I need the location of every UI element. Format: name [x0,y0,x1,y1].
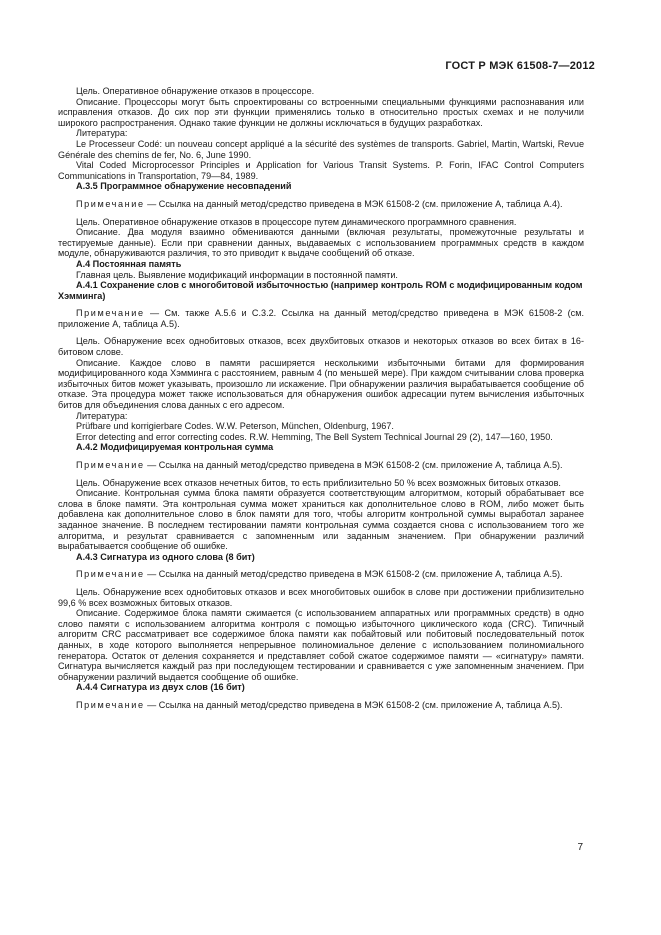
reference-item: Error detecting and error correcting codes. R.W. Hemming, The Bell System Technical Journal 29 (2), 147—160, 1950. [76,431,553,442]
paragraph-goal: Главная цель. Выявление модификаций информации в постоянной памяти. [76,269,398,280]
note-text: — Ссылка на данный метод/средство приведена в МЭК 61508-2 (см. приложение А, таблица А.5). [144,460,563,470]
note-text: — Ссылка на данный метод/средство приведена в МЭК 61508-2 (см. приложение А, таблица А.5). [144,569,563,580]
paragraph-literature-label: Литература: [76,410,128,421]
paragraph-goal: Цель. Обнаружение всех однобитовых отказов и всех многобитовых ошибок в слове при достижении приблизительно 99,6 % всех возможных битовых отказов. [58,586,584,608]
paragraph-goal: Цель. Оперативное обнаружение отказов в процессоре. [76,86,315,96]
note-paragraph [58,199,584,210]
paragraph-description: Описание. Контрольная сумма блока памяти образуется соответствующим алгоритмом, который обрабатывает все слова в блоке памяти. Эта контрольная сумма может храниться как дополнительное слово в ROM, либо может быть добавлена как дополнительное слово в блок памяти для того, чтобы алгоритм контрольной суммы выработал заранее заданное значение. В последнем тестировании памяти контрольная сумма создается снова с использованием того же алгоритма, и результат сравнивается с запомненным или заданным значением. При обнаружении различий вырабатывается сообщение об ошибке. [58,488,584,552]
section-heading: А.4 Постоянная память [76,258,182,269]
reference-item: Prüfbare und korrigierbare Codes. W.W. Peterson, München, Oldenburg, 1967. [76,421,394,432]
note-text: — См. также А.5.6 и С.3.2. Ссылка на данный метод/средство приведена в МЭК 61508-2 (см. приложение А, таблица А.5). [58,308,584,329]
section-heading: А.3.5 Программное обнаружение несовпадений [76,181,292,192]
note-paragraph [58,308,584,329]
paragraph-description: Описание. Два модуля взаимно обмениваются данными (включая результаты, промежуточные результаты и тестируемые данные). Если при сравнении данных, выдаваемых с использованием программных средств в каждом модуле, обнаруживаются различия, то это приводит к выдаче сообщений об отказе. [58,227,584,259]
paragraph-literature-label: Литература: [76,128,128,139]
section-heading: А.4.3 Сигнатура из одного слова (8 бит) [76,551,255,562]
paragraph-description: Описание. Каждое слово в памяти расширяется несколькими избыточными битами для формирования модифицированного кода Хэмминга с расстоянием, равным 4 (по меньшей мере). При каждом считывании слова проверка избыточных битов может указывать, произошло ли искажение. При обнаружении различия вырабатывается сообщение об отказе. Эта процедура может также использоваться для обнаружения ошибок адресации путем вычисления избыточных битов для объединения слова данных с его адресом. [58,357,584,411]
document-header: ГОСТ Р МЭК 61508-7—2012 [445,60,595,72]
note-label: Примечание [76,198,145,209]
note-paragraph [58,569,584,580]
note-paragraph [58,460,584,471]
reference-item: Vital Coded Microprocessor Principles и Application for Various Transit Systems. P. Forin, IFAC Control Computers Communications in Transportation, 79—84, 1989. [58,160,584,181]
note-text: — Ссылка на данный метод/средство приведена в МЭК 61508-2 (см. приложение А, таблица А.5). [144,699,563,710]
paragraph-goal: Цель. Обнаружение всех однобитовых отказов, всех двухбитовых отказов и некоторых отказов во всех битах в 16-битовом слове. [58,336,584,358]
note-label: Примечание [76,460,145,470]
section-heading: А.4.4 Сигнатура из двух слов (16 бит) [76,682,245,693]
page-number: 7 [577,842,583,853]
paragraph-description: Описание. Процессоры могут быть спроектированы со встроенными специальными функциями распознавания или исправления отказов. До сих пор эти функции применялись только в относительно простых схемах и не получили широкого распространения. Однако такие функции не должны исключаться в будущих разработках. [58,96,584,128]
paragraph-description: Описание. Содержимое блока памяти сжимается (с использованием аппаратных или программных средств) в одно слово памяти с использованием алгоритма контроля с помощью избыточного циклического кода (CRC). Типичный алгоритм CRC рассматривает все содержимое блока памяти как побайтовый или побитовый последовательный поток данных, в ходе которого выполняется непрерывное полиномиальное деление с использованием полиномиального генератора. Остаток от деления сохраняется и представляет собой сжатое содержимое памяти — «сигнатуру» памяти. Сигнатура вычисляется каждый раз при последующем тестировании и сравнивается с уже запомненным значением. При обнаружении различий выдается сообщение об ошибке. [58,608,584,682]
paragraph-goal: Цель. Обнаружение всех отказов нечетных битов, то есть приблизительно 50 % всех возможных битовых отказов. [76,477,561,488]
section-heading: А.4.1 Сохранение слов с многобитовой избыточностью (например контроль ROM с модифицированным кодом Хэмминга) [58,280,583,301]
document-body [58,86,584,717]
section-heading: А.4.2 Модифицируемая контрольная сумма [76,442,274,453]
note-label: Примечание [76,308,145,319]
note-text: — Ссылка на данный метод/средство приведена в МЭК 61508-2 (см. приложение А, таблица А.4). [144,198,563,209]
reference-item: Le Processeur Codé: un nouveau concept appliqué a la sécurité des systèmes de transports. Gabriel, Martin, Wartski, Revue Générale des chemins de fer, No. 6, June 1990. [58,138,584,160]
note-label: Примечание [76,699,145,710]
note-label: Примечание [76,569,145,580]
paragraph-goal: Цель. Оперативное обнаружение отказов в процессоре путем динамического программного сравнения. [76,216,517,227]
note-paragraph [58,700,584,711]
